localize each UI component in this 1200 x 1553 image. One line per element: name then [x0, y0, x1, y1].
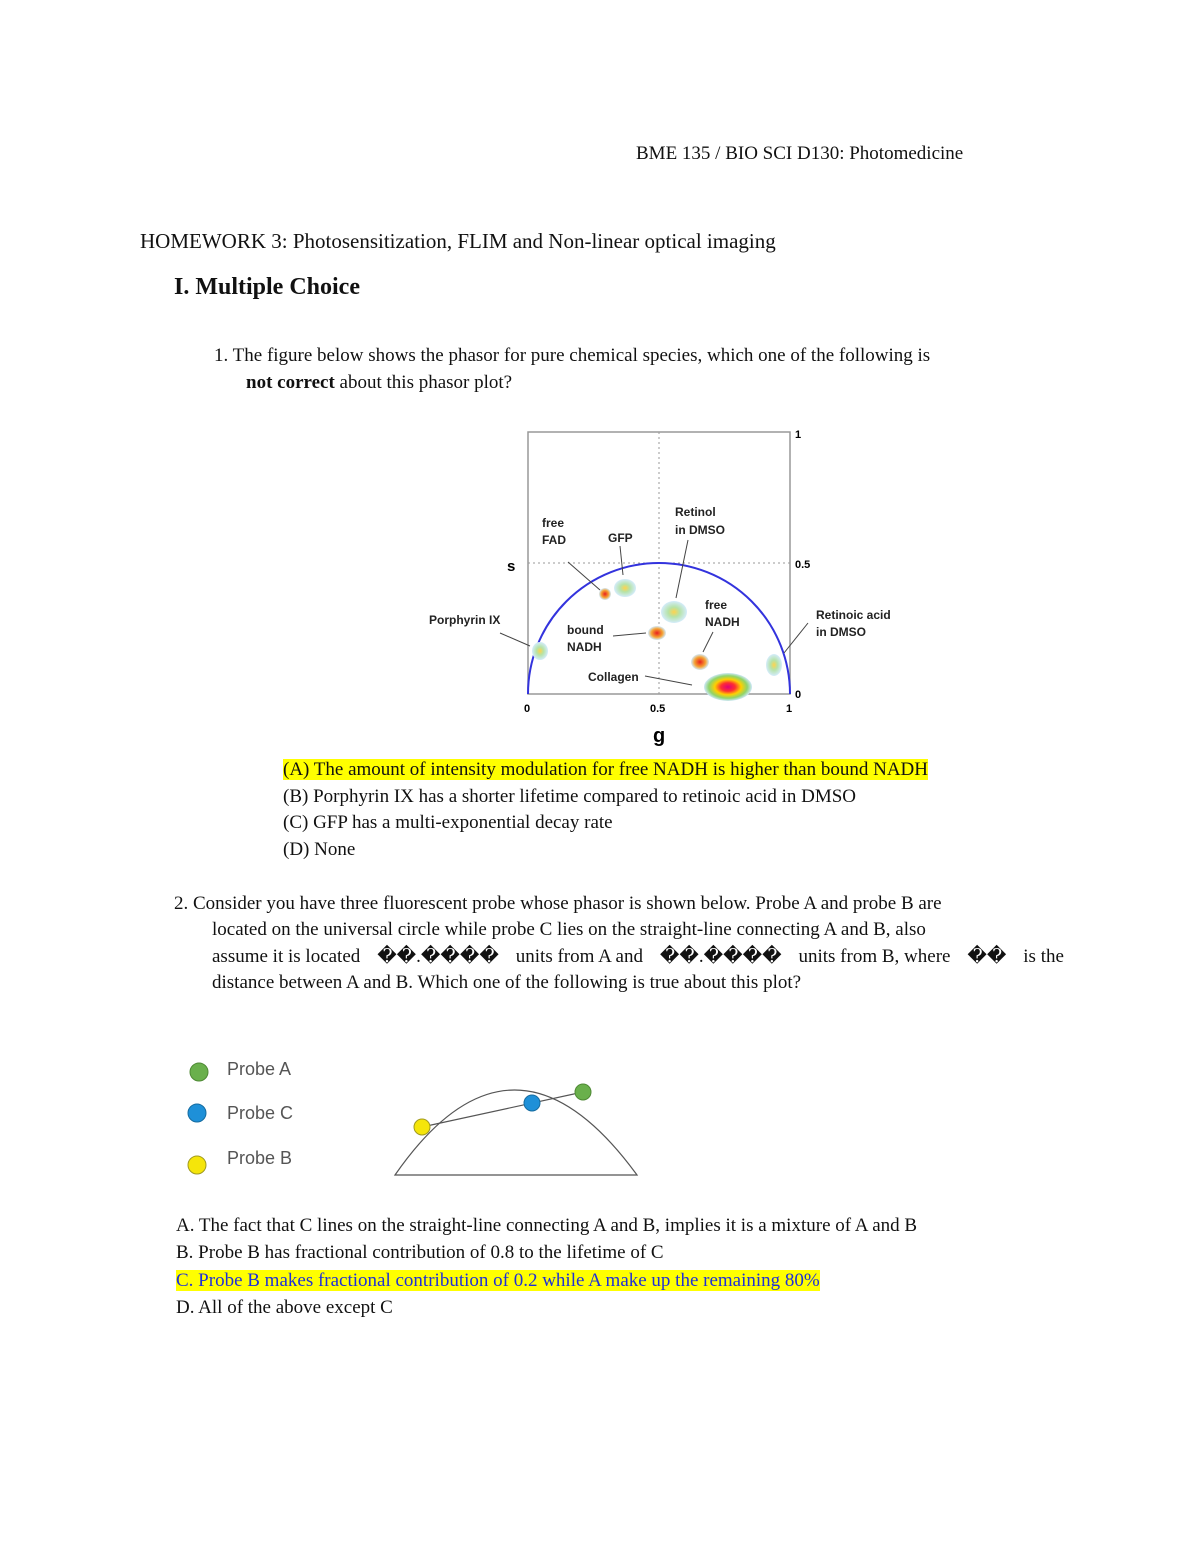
question-2-line-4: distance between A and B. Which one of the following is true about this plot?: [212, 971, 802, 993]
probe-universal-circle: [395, 1090, 637, 1175]
free-fad-cluster: [599, 588, 611, 600]
label-retinol-1: Retinol: [675, 505, 716, 519]
q2-line3-part-b: units from A and: [515, 945, 643, 967]
free-nadh-cluster: [691, 654, 709, 670]
legend-probe-a-dot: [190, 1063, 208, 1081]
y-tick-0-5: 0.5: [795, 559, 811, 571]
label-gfp: GFP: [608, 531, 633, 545]
question-2-line-2: located on the universal circle while probe C lies on the straight-line connecting A and B, also: [212, 919, 926, 941]
legend-probe-c-dot: [188, 1104, 206, 1122]
course-header: BME 135 / BIO SCI D130: Photomedicine: [636, 143, 964, 164]
q2-answer-b[interactable]: B. Probe B has fractional contribution of 0.8 to the lifetime of C: [176, 1242, 664, 1264]
arrow-free-nadh: [703, 632, 713, 652]
label-retinol-2: in DMSO: [675, 523, 725, 537]
arrow-bound-nadh: [613, 633, 646, 636]
q1-option-a-text: (A) The amount of intensity modulation for free NADH is higher than bound NADH: [283, 759, 928, 780]
x-tick-0: 0: [524, 703, 531, 715]
probe-b-point: [414, 1119, 430, 1135]
bound-nadh-cluster: [648, 626, 666, 640]
y-tick-0: 0: [795, 689, 802, 701]
question-1-line-2-rest: about this phasor plot?: [334, 372, 513, 393]
retinoic-acid-cluster: [766, 654, 782, 676]
q1-option-c[interactable]: (C) GFP has a multi-exponential decay rate: [283, 812, 613, 834]
label-retinoic-1: Retinoic acid: [816, 608, 891, 622]
q1-option-d[interactable]: (D) None: [283, 839, 356, 861]
q1-option-b[interactable]: (B) Porphyrin IX has a shorter lifetime compared to retinoic acid in DMSO: [283, 785, 857, 807]
section-title: I. Multiple Choice: [174, 274, 360, 300]
label-collagen: Collagen: [588, 670, 639, 684]
legend-probe-c-label: Probe C: [227, 1103, 294, 1123]
question-1-line-1: 1. The figure below shows the phasor for pure chemical species, which one of the following is: [214, 345, 931, 366]
question-1-options: [283, 757, 928, 864]
probe-legend: [188, 1059, 293, 1174]
arrow-retinol: [676, 540, 688, 598]
question-1-line-2: [214, 369, 1054, 396]
question-2-stem: [174, 891, 1064, 996]
probe-phasor-figure: [175, 1045, 655, 1185]
x-axis-label: g: [653, 725, 666, 747]
label-retinoic-2: in DMSO: [816, 625, 866, 639]
x-tick-0-5: 0.5: [650, 703, 666, 715]
arrow-gfp: [620, 546, 623, 575]
legend-probe-b-dot: [188, 1156, 206, 1174]
arrow-collagen: [645, 676, 692, 685]
legend-probe-a-label: Probe A: [227, 1059, 292, 1079]
probe-connecting-line: [422, 1092, 583, 1127]
q1-option-a[interactable]: [283, 757, 928, 784]
q2-garbled-fraction-1: ��.����: [377, 945, 499, 967]
porphyrin-cluster: [532, 642, 548, 660]
question-2-answers: [176, 1212, 917, 1321]
q2-line3-part-c: units from B, where: [798, 945, 951, 967]
q2-garbled-symbol: ��: [967, 945, 1007, 967]
probe-a-point: [575, 1084, 591, 1100]
y-tick-1: 1: [795, 429, 802, 441]
homework-title: HOMEWORK 3: Photosensitization, FLIM and Non-linear optical imaging: [140, 229, 776, 253]
gfp-cluster: [614, 579, 636, 597]
label-free-fad-2: FAD: [542, 533, 566, 547]
q2-answer-c[interactable]: [176, 1267, 917, 1294]
label-porphyrin: Porphyrin IX: [429, 613, 501, 627]
q2-answer-c-text: C. Probe B makes fractional contribution of 0.2 while A make up the remaining 80%: [176, 1269, 820, 1291]
q2-garbled-fraction-2: ��.����: [659, 945, 782, 967]
question-2-line-3: [174, 944, 1064, 970]
arrow-porphyrin: [500, 633, 530, 646]
question-2-line-1: 2. Consider you have three fluorescent probe whose phasor is shown below. Probe A and probe B are: [174, 893, 942, 914]
label-free-nadh-1: free: [705, 598, 728, 612]
label-free-nadh-2: NADH: [705, 615, 740, 629]
probe-c-point: [524, 1095, 540, 1111]
y-axis-label: s: [507, 558, 516, 575]
x-tick-1: 1: [786, 703, 793, 715]
q2-answer-a[interactable]: A. The fact that C lines on the straight-line connecting A and B, implies it is a mixture of A and B: [176, 1215, 918, 1236]
retinol-cluster: [661, 601, 687, 623]
arrow-retinoic-acid: [784, 623, 808, 653]
label-free-fad-1: free: [542, 516, 565, 530]
legend-probe-b-label: Probe B: [227, 1148, 293, 1168]
question-1-stem: [214, 342, 1054, 396]
label-bound-nadh-2: NADH: [567, 640, 602, 654]
q2-answer-d[interactable]: D. All of the above except C: [176, 1296, 393, 1318]
q2-line3-part-d: is the: [1023, 945, 1064, 967]
phasor-plot-figure: [420, 420, 920, 750]
collagen-cluster: [704, 673, 752, 701]
label-bound-nadh-1: bound: [567, 623, 604, 637]
question-1-bold-phrase: not correct: [246, 372, 335, 393]
q2-line3-part-a: assume it is located: [212, 945, 361, 967]
